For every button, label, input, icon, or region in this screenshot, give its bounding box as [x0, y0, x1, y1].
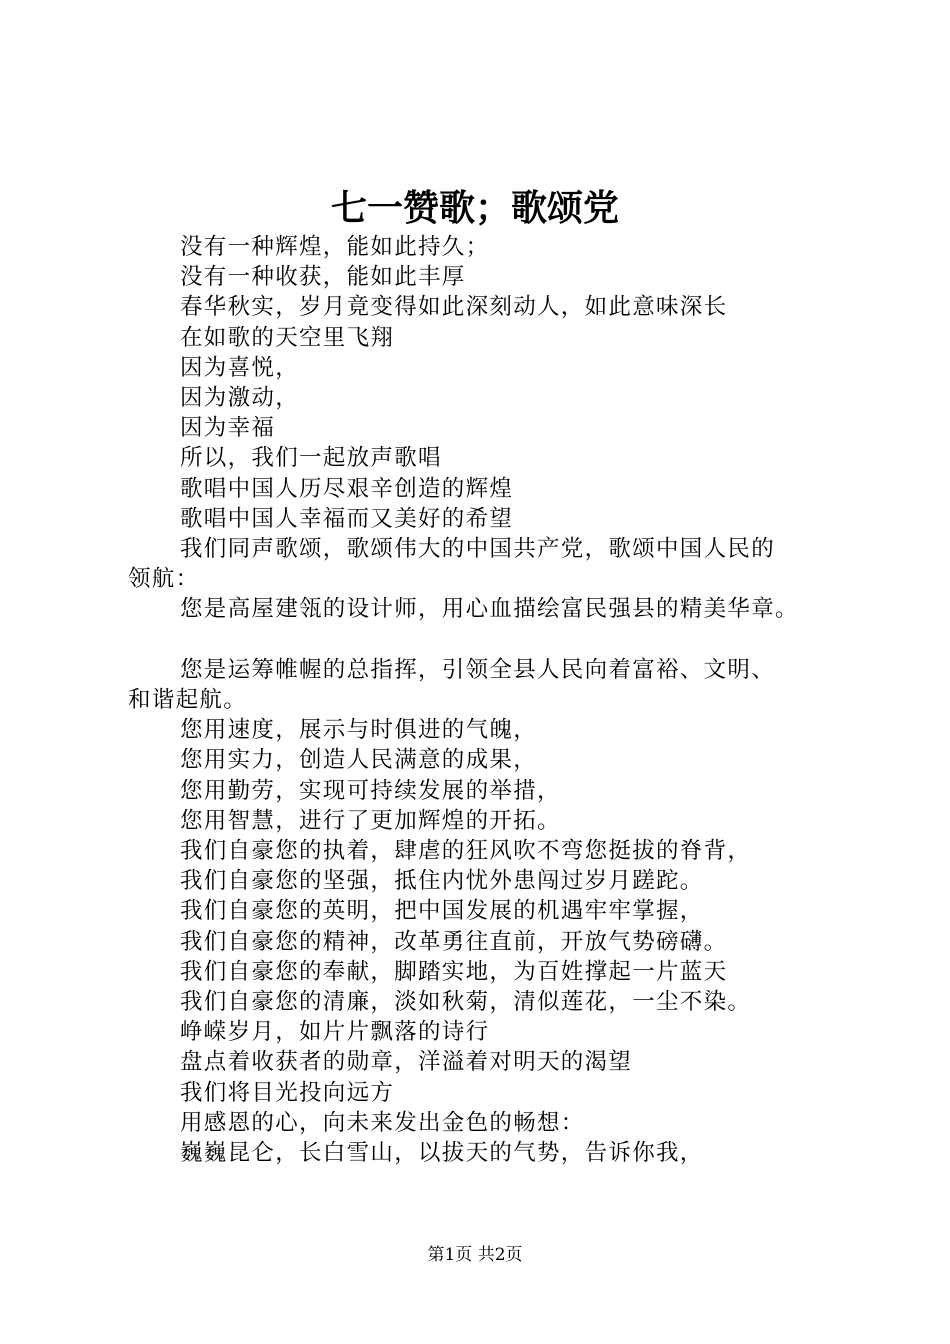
poem-line: 您用智慧，进行了更加辉煌的开拓。 [180, 807, 561, 834]
poem-line: 没有一种收获，能如此丰厚 [180, 264, 466, 291]
paragraph-continuation: 和谐起航。 [128, 687, 248, 714]
paragraph-continuation: 领航： [128, 566, 200, 593]
poem-line: 春华秋实，岁月竟变得如此深刻动人，如此意味深长 [180, 294, 728, 321]
poem-line: 您用勤劳，实现可持续发展的举措， [180, 777, 561, 804]
blank-line [128, 625, 848, 655]
poem-line: 因为喜悦， [180, 354, 300, 381]
poem-line: 因为激动， [180, 385, 300, 412]
poem-line: 我们自豪您的精神，改革勇往直前，开放气势磅礴。 [180, 928, 728, 955]
paragraph-lead: 我们同声歌颂，歌颂伟大的中国共产党，歌颂中国人民的 [180, 536, 776, 563]
poem-line: 您用速度，展示与时俱进的气魄， [180, 717, 538, 744]
poem-line: 峥嵘岁月，如片片飘落的诗行 [180, 1019, 490, 1046]
poem-line: 在如歌的天空里飞翔 [180, 324, 395, 351]
poem-line: 因为幸福 [180, 415, 276, 442]
poem-line: 我们自豪您的奉献，脚踏实地，为百姓撑起一片蓝天 [180, 958, 728, 985]
poem-line: 所以，我们一起放声歌唱 [180, 445, 442, 472]
poem-line: 盘点着收获者的勋章，洋溢着对明天的渴望 [180, 1049, 633, 1076]
poem-line: 我们自豪您的执着，肆虐的狂风吹不弯您挺拔的脊背， [180, 838, 752, 865]
poem-line: 歌唱中国人幸福而又美好的希望 [180, 505, 514, 532]
paragraph-lead: 您是运筹帷幄的总指挥，引领全县人民向着富裕、文明、 [180, 656, 776, 683]
poem-line: 我们自豪您的英明，把中国发展的机遇牢牢掌握， [180, 898, 704, 925]
poem-line: 我们将目光投向远方 [180, 1079, 395, 1106]
poem-line: 巍巍昆仑，长白雪山，以拔天的气势，告诉你我， [180, 1140, 704, 1167]
poem-line: 您是高屋建瓴的设计师，用心血描绘富民强县的精美华章。 [180, 596, 799, 623]
poem-line: 歌唱中国人历尽艰辛创造的辉煌 [180, 475, 514, 502]
poem-line: 我们自豪您的坚强，抵住内忧外患闯过岁月蹉跎。 [180, 868, 704, 895]
document-title: 七一赞歌；歌颂党 [330, 187, 619, 229]
poem-line: 您用实力，创造人民满意的成果， [180, 747, 538, 774]
poem-line: 没有一种辉煌，能如此持久； [180, 234, 490, 260]
page-number-footer: 第1页 共2页 [427, 1245, 523, 1265]
poem-line: 用感恩的心，向未来发出金色的畅想： [180, 1109, 585, 1136]
poem-line: 我们自豪您的清廉，淡如秋菊，清似莲花，一尘不染。 [180, 989, 752, 1016]
document-body [128, 232, 848, 1168]
